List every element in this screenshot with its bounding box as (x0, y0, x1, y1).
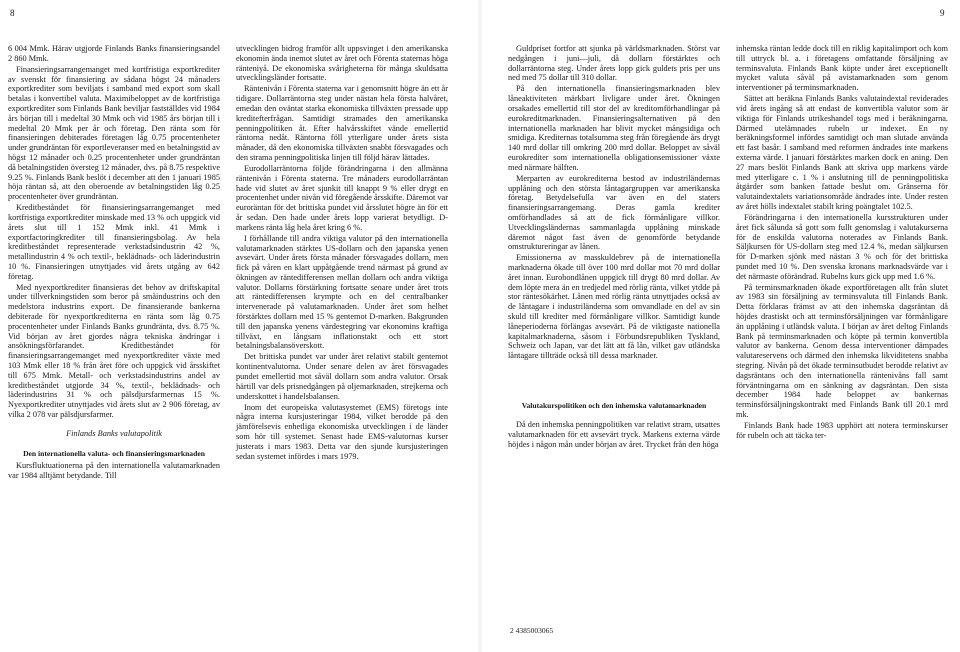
right-page-column-1 (508, 44, 720, 451)
paragraph: Eurodollarräntorna följde förändringarna i den allmänna räntenivån i Förenta staterna. Tre månaders eurodollarräntan hade vid slutet av året sjunkit till knappt 9 % eller drygt en procentenhet under nivån vid föregående årsskifte. Däremot var euroräntan för det brittiska pundet vid årsslutet högre än för ett år sedan. Den hade under årets lopp varierat betydligt. D-markens ränta låg hela året kring 6 %. (236, 163, 448, 232)
left-page-column-1 (8, 44, 220, 482)
paragraph: Finansieringsarrangemanget med kortfristiga exportkrediter av svenskt för finansiering av sådana högst 24 månaders exportkrediter som beviljats i samband med export som skall betalas i konvertibel valuta. Maximibeloppet av de kortfristiga exportkrediter som Finlands Bank beviljar fastställdes vid 1984 års början till i medeltal 30 Mmk och vid 1985 års början till i medeltal 20 Mmk per år och företag. Den ränta som för finansieringen debiterades företagen låg 0.75 procentenheter under grundräntan för exportleveranser med en betalningstid av högst 12 månader och 0.25 procentenheter under grundräntan då betalningstiden översteg 12 månader, dvs. på 8.75 respektive 9.25 %. Finlands Bank beslöt i december att den 1 januari 1985 höja räntan så, att den oberoende av betalningstiden låg 0.25 procentenheter över grundräntan. (8, 64, 220, 202)
paragraph: Emissionerna av masskuldebrev på de internationella marknaderna ökade till över 100 mrd dollar mot 70 mrd dollar året innan. Eurobondlånen uppgick till drygt 80 mrd dollar. Av dem löpte mera än en tredjedel med rörlig ränta, vilket ytdde på stor räntesökärhet. Lånen med rörlig ränta utnyttjades också av de låntagare i industriländerna som omvandlade en del av sin skuld till krediter med förmånligare villkor. Samtidigt kunde låneperioderna förlängas avsevärt. På de viktigaste nationella kapitalmarknaderna, såsom i Förbundsrepubliken Tyskland, Schweiz och Japan, var det lätt att få lån, vilket gav utländska låntagare tillträde också till dessa marknader. (508, 253, 720, 361)
paragraph: På terminsmarknaden ökade exportföretagen allt från slutet av 1983 sin försäljning av terminsvaluta till Finlands Bank. Detta förklaras främst av att den inhemska dagsräntan då höjdes drastiskt och att terminsförsäljningen var förmånligare än upplåning i utländsk valuta. I början av året deltog Finlands Bank på terminsmarknaden och köpte på termin konvertibla valutor av bankerna. Genom dessa interventioner dämpades valutareservens och därmed den inhemska likviditetens snabba stegring. Nivån på det ökade terminsutbudet berodde relativt av dagsräntans och den internationella räntenivåns fall samt förväntningarna om en sänkning av dagsräntan. Den sista december 1984 hade beloppet av bankernas terminsförsäljningskontrakt med Finlands Bank till 20.1 mrd mk. (736, 282, 948, 420)
paragraph: Det brittiska pundet var under året relativt stabilt gentemot kontinentvalutorna. Under senare delen av året försvagades pundet emellertid mot såväl dollarn som andra valutor. Orsak härtill var dels prisnedgången på oljemarknaden, strejkerna och underskottet i handelsbalansen. (236, 352, 448, 401)
right-page-column-2 (736, 44, 948, 442)
section-heading: Finlands Banks valutapolitik (66, 428, 162, 438)
paragraph: I förhållande till andra viktiga valutor på den internationella valutamarknaden stärktes US-dollarn och den japanska yenen avsevärt. Under årets första månader försvagades dollarn, men fick på våren en klart uppåtgående trend närmast på grund av ökningen av räntedifferensen mellan dollarn och andra viktiga valutor. Dollarns förstärkning fortsatte senare under året trots att räntedifferensen krympte och en del centralbanker intervenerade på valutamarknaden. Under året som helhet förstärktes dollarn med 15 % gentemot D-marken. Bakgrunden till den japanska yenens värdestegring var ekonomins kraftiga tillväxt, en långsam inflationstakt och ett stort betalningsbalansöverskott. (236, 233, 448, 351)
paragraph: Räntenivån i Förenta staterna var i genomsnitt högre än ett år tidigare. Dollarräntorna steg under nästan hela första halvåret, emedan den oväntat starka ekonomiska tillväxten pressade upp kreditefterfrågan. Samtidigt stramades den amerikanska penningpolitiken åt. Efter halvårsskiftet vände emellertid räntorna nedåt. Räntorna föll ytterligare under årets sista månader, då den ekonomiska tillväxten snabbt försvagades och den strama penningpolitiska linjen till följd härav lättades. (236, 84, 448, 162)
page-footer-code: 2 4385003065 (510, 626, 554, 635)
paragraph: 6 004 Mmk. Härav utgjorde Finlands Banks finansieringsandel 2 860 Mmk. (8, 44, 220, 63)
paragraph: inhemska räntan ledde dock till en riklig kapitalimport och kom till uttryck bl. a. i företagens omfattande försäljning av terminsvaluta. Finlands Bank köpte under året exceptionellt mycket valuta såväl på avistamarknaden som genom interventioner på terminsmarknaden. (736, 44, 948, 93)
paragraph: Guldpriset fortfor att sjunka på världsmarknaden. Störst var nedgången i juni—juli, då dollarn förstärktes och dollarräntorna steg. Under årets lopp gick guldets pris per uns ned med 75 dollar till 310 dollar. (508, 44, 720, 83)
paragraph: Då den inhemska penningpolitiken var relativt stram, utsattes valutamarknaden för ett avsevärt tryck. Markens externa värde höjdes i någon mån under början av året. Trycket från den höga (508, 420, 720, 449)
paragraph: Inom det europeiska valutasystemet (EMS) företogs inte några interna kursjusteringar 1984, vilket berodde på den jämförelsevis enhetliga ekonomiska utvecklingen i de länder som hör till systemet. Senast hade EMS-valutornas kurser justerats i mars 1983. Detta var den sjunde kursjusteringen sedan systemet infördes i mars 1979. (236, 402, 448, 461)
page-number-left: 8 (10, 8, 15, 18)
paragraph: Med nyexportkrediter finansieras det behov av driftskapital under tillverkningstiden som beror på småindustrins och den medelstora industrins export. De finansierande bankerna debiterade för nyexportkrediterna en ränta som låg 0.75 procentenheter under Finlands Banks grundränta, dvs. 8.75 %. Vid början av året gjordes några tekniska ändringar i ansökningsförfarandet. Kreditbeståndet för finansieringsarrangemanget med nyexportkrediter växte med 103 Mmk eller 18 % från året före och uppgick vid årsskiftet till 675 Mmk. Metall- och verkstadsindustrins andel av kreditbeståndet utgjorde 34 %, textil-, beklädnads- och läderindustrins 31 % och pälsdjursfarmernas 15 %. Nyexportkrediter utnyttjades vid årets slut av 2 906 företag, av vilka 2 078 var pälsdjursfarmer. (8, 282, 220, 420)
paragraph: Kursfluktuationerna på den internationella valutamarknaden var 1984 alltjämt betydande. Till (8, 460, 220, 480)
paragraph: Förändringarna i den internationella kursstrukturen under året fick sålunda så gott som fullt genomslag i valutakurserna för de enskilda valutorna noterades av Finlands Bank. Säljkursen för US-dollarn steg med 12.4 %, medan säljkursen för D-marken sjönk med nästan 3 % och för det brittiska pundet med 10 %. Den svenska kronans marknadsvärde var i det närmaste oförändrad. Rubelns kurs gick upp med 1.6 %. (736, 212, 948, 281)
subsection-heading: Valutakurspolitiken och den inhemska valutamarknaden (521, 401, 707, 411)
subsection-heading: Den internationella valuta- och finansieringsmarknaden (23, 448, 205, 458)
paragraph: utvecklingen bidrog framför allt uppsvinget i den amerikanska ekonomin ända inemot slutet av året och Förenta staternas höga ränteniyå. De ekonomiska svårigheterna för många skuldsatta utvecklingsländer fortsatte. (236, 44, 448, 83)
paragraph: Merparten av eurokrediterna bestod av industriländernas upplåning och den största låntagargruppen var amerikanska företag. Betydelsefulla var även en del staters finansieringsarrangemang. Deras gamla krediter omförhandlades så att de fick förmånligare villkor. Utvecklingsländernas sammanlagda upplåning minskade däremot något fast även de genomförde betydande omstruktureringar av lånen. (508, 173, 720, 252)
left-page-column-2 (236, 44, 448, 463)
paragraph: På den internationella finansieringsmarknaden blev låneaktiviteten märkbart livligare under året. Ökningen orsakades emellertid till stor del av kreditomförhandlingar på eurokreditmarknaden. Finansieringsalternativen på den internationella marknaden har blivit mycket mångsidiga och smidiga. Krediternas totalsumma steg från föregående års drygt 140 mrd dollar till omkring 200 mrd dollar. Beloppet av såväl eurokrediter som internationella obligationsemissioner växte med närmare hälften. (508, 84, 720, 172)
paragraph: Kreditbeståndet för finansieringsarrangemanget med kortfristiga exportkrediter minskade med 13 % och uppgick vid årets slut till 1 152 Mmk inkl. 41 Mmk i exportfactoringkrediter till finansieringsbolag. Av hela kreditbeståndet representerade verkstadsindustrin 42 %, metallindustrin 4 % och textil-, beklädnads- och läderindustrin 10 %. Finansieringen utnyttjades vid årets utgång av 642 företag. (8, 203, 220, 281)
paragraph: Finlands Bank hade 1983 upphört att notera terminskurser för rubeln och att täcka ter- (736, 421, 948, 440)
paragraph: Sättet att beräkna Finlands Banks valutaindextal reviderades vid årets ingång så att endast de konvertibla valutor som är viktiga för Finlands utrikeshandel togs med i beräkningarna. Därmed utelämnades rubeln ur indexet. En ny beräkningsformel infördes samtidigt och man slutade använda ett fast basår. I samband med reformen ändrades inte markens externa värde. I januari förstärktes marken dock en aning. Den 27 mars beslöt Finlands Bank att skriva upp markens värde med ytterligare c. 1 % i anslutning till de penningpolitiska åtgärder som banken fattade beslut om. Gränserna för valutaindextalets variationsområde ändrades inte. Under resten av året hölls indextalet stabilt kring poängtalet 102.5. (736, 94, 948, 211)
page-gutter (478, 0, 482, 652)
page-number-right: 9 (940, 8, 945, 18)
